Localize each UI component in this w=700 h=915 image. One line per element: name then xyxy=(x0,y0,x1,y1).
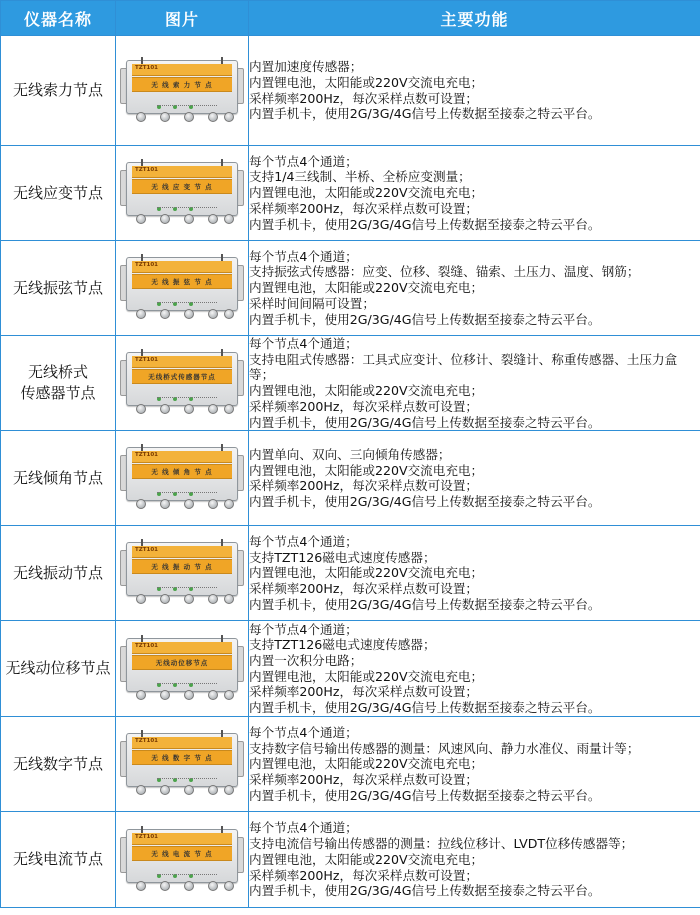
device-label: 无 线 索 力 节 点 xyxy=(151,80,213,89)
device-enclosure xyxy=(126,447,238,501)
function-line: 每个节点4个通道； xyxy=(249,153,358,169)
device-picture-cell xyxy=(116,146,249,241)
device-enclosure xyxy=(126,60,238,114)
connector-row xyxy=(130,785,234,797)
status-leds xyxy=(151,196,211,202)
device-picture-cell xyxy=(116,241,249,336)
header-main-function: 主要功能 xyxy=(249,1,700,36)
function-cell xyxy=(249,146,700,241)
instrument-name-cell xyxy=(1,146,116,241)
table-row xyxy=(1,146,700,241)
connector-icon xyxy=(208,594,218,604)
connector-icon xyxy=(208,404,218,414)
connector-icon xyxy=(208,690,218,700)
function-line: 内置锂电池，太阳能或220V交流电充电； xyxy=(249,280,484,296)
instrument-name-cell xyxy=(1,336,116,431)
instrument-name: 无线数字节点 xyxy=(12,754,103,773)
connector-icon xyxy=(224,690,234,700)
device-top-strip xyxy=(132,356,232,368)
function-cell xyxy=(249,431,700,526)
function-line: 采样频率200Hz，每次采样点数可设置； xyxy=(249,867,479,883)
function-line: 支持电阻式传感器：工具式应变计、位移计、裂缝计、称重传感器、土压力盒等； xyxy=(249,351,678,383)
status-leds xyxy=(151,767,211,773)
device-footer-line xyxy=(157,397,217,401)
device-top-strip xyxy=(132,737,232,749)
connector-icon xyxy=(160,214,170,224)
connector-icon xyxy=(136,404,146,414)
function-line: 内置单向、双向、三向倾角传感器； xyxy=(249,446,451,462)
function-line: 内置手机卡，使用2G/3G/4G信号上传数据至接泰之特云平台。 xyxy=(249,216,601,232)
status-leds xyxy=(151,481,211,487)
connector-icon xyxy=(224,594,234,604)
device-image xyxy=(120,731,244,797)
connector-row xyxy=(130,309,234,321)
connector-icon xyxy=(224,309,234,319)
function-line: 采样频率200Hz，每次采样点数可设置； xyxy=(249,478,479,494)
connector-icon xyxy=(208,881,218,891)
connector-icon xyxy=(160,309,170,319)
connector-icon xyxy=(224,499,234,509)
device-picture-cell xyxy=(116,812,249,908)
device-top-strip xyxy=(132,261,232,273)
device-footer-line xyxy=(157,105,217,109)
device-footer-line xyxy=(157,874,217,878)
status-leds xyxy=(151,291,211,297)
function-line: 内置手机卡，使用2G/3G/4G信号上传数据至接泰之特云平台。 xyxy=(249,414,601,430)
function-line: 内置手机卡，使用2G/3G/4G信号上传数据至接泰之特云平台。 xyxy=(249,883,601,899)
device-top-strip xyxy=(132,64,232,76)
function-line: 内置手机卡，使用2G/3G/4G信号上传数据至接泰之特云平台。 xyxy=(249,787,601,803)
device-enclosure xyxy=(126,542,238,596)
connector-row xyxy=(130,881,234,893)
table-row xyxy=(1,812,700,908)
function-line: 内置手机卡，使用2G/3G/4G信号上传数据至接泰之特云平台。 xyxy=(249,700,601,716)
table-row xyxy=(1,36,700,146)
device-enclosure xyxy=(126,733,238,787)
device-enclosure xyxy=(126,352,238,406)
connector-icon xyxy=(136,499,146,509)
device-picture-cell xyxy=(116,526,249,621)
device-model: TZT101 xyxy=(135,738,158,745)
connector-icon xyxy=(160,690,170,700)
table-row xyxy=(1,526,700,621)
device-model: TZT101 xyxy=(135,547,158,554)
device-picture-cell xyxy=(116,36,249,146)
connector-icon xyxy=(208,309,218,319)
connector-icon xyxy=(224,404,234,414)
device-enclosure xyxy=(126,829,238,883)
function-line: 支持电流信号输出传感器的测量：拉线位移计、LVDT位移传感器等； xyxy=(249,836,634,852)
device-image xyxy=(120,160,244,226)
function-line: 支持1/4三线制、半桥、全桥应变测量； xyxy=(249,169,471,185)
connector-row xyxy=(130,690,234,702)
instrument-name-cell xyxy=(1,241,116,336)
device-label-band xyxy=(132,655,232,670)
device-model: TZT101 xyxy=(135,167,158,173)
device-picture-cell xyxy=(116,431,249,526)
status-leds xyxy=(151,386,211,392)
connector-icon xyxy=(136,112,146,122)
header-picture: 图片 xyxy=(116,1,249,36)
device-top-strip xyxy=(132,833,232,845)
connector-icon xyxy=(224,785,234,795)
function-line: 内置手机卡，使用2G/3G/4G信号上传数据至接泰之特云平台。 xyxy=(249,106,601,122)
device-top-strip xyxy=(132,642,232,654)
function-cell xyxy=(249,717,700,812)
function-line: 每个节点4个通道； xyxy=(249,820,358,836)
device-top-strip xyxy=(132,166,232,178)
device-label-band xyxy=(132,77,232,92)
instrument-name-cell xyxy=(1,621,116,717)
function-line: 内置锂电池，太阳能或220V交流电充电； xyxy=(249,74,484,90)
connector-icon xyxy=(184,690,194,700)
connector-icon xyxy=(224,112,234,122)
connector-icon xyxy=(136,214,146,224)
device-label-band xyxy=(132,464,232,479)
connector-icon xyxy=(160,881,170,891)
table-row xyxy=(1,717,700,812)
connector-icon xyxy=(136,594,146,604)
device-model: TZT101 xyxy=(135,357,158,364)
status-leds xyxy=(151,94,211,100)
table-row xyxy=(1,431,700,526)
connector-icon xyxy=(184,404,194,414)
device-image xyxy=(120,636,244,702)
device-label-band xyxy=(132,750,232,765)
device-enclosure xyxy=(126,162,238,216)
function-line: 支持TZT126磁电式速度传感器； xyxy=(249,549,436,565)
header-row xyxy=(1,1,700,36)
connector-icon xyxy=(184,499,194,509)
device-model: TZT101 xyxy=(135,64,158,71)
status-leds xyxy=(151,672,211,678)
device-label: 无 线 应 变 节 点 xyxy=(151,183,213,191)
connector-icon xyxy=(160,112,170,122)
device-footer-line xyxy=(157,302,217,306)
function-line: 内置手机卡，使用2G/3G/4G信号上传数据至接泰之特云平台。 xyxy=(249,311,601,327)
device-footer-line xyxy=(157,778,217,782)
status-leds xyxy=(151,576,211,582)
function-line: 支持振弦式传感器：应变、位移、裂缝、锚索、土压力、温度、钢筋； xyxy=(249,264,640,280)
function-line: 采样频率200Hz，每次采样点数可设置； xyxy=(249,200,479,216)
function-line: 内置锂电池，太阳能或220V交流电充电； xyxy=(249,756,484,772)
connector-icon xyxy=(136,309,146,319)
device-label: 无 线 数 字 节 点 xyxy=(151,754,213,763)
function-line: 每个节点4个通道； xyxy=(249,621,358,637)
connector-row xyxy=(130,214,234,226)
instrument-name-cell xyxy=(1,812,116,908)
device-image xyxy=(120,540,244,606)
instrument-name: 无线动位移节点 xyxy=(5,659,111,678)
device-model: TZT101 xyxy=(135,452,158,459)
connector-icon xyxy=(224,881,234,891)
function-line: 每个节点4个通道； xyxy=(249,533,358,549)
connector-icon xyxy=(136,690,146,700)
instrument-name: 无线振弦节点 xyxy=(12,278,103,297)
function-cell xyxy=(249,36,700,146)
function-line: 内置手机卡，使用2G/3G/4G信号上传数据至接泰之特云平台。 xyxy=(249,596,601,612)
device-top-strip xyxy=(132,451,232,463)
table-row xyxy=(1,621,700,717)
table-row xyxy=(1,336,700,431)
device-image xyxy=(120,58,244,124)
device-label: 无线动位移节点 xyxy=(155,658,209,667)
device-footer-line xyxy=(157,587,217,591)
function-line: 采样频率200Hz，每次采样点数可设置； xyxy=(249,90,479,106)
connector-icon xyxy=(184,214,194,224)
device-label: 无 线 倾 角 节 点 xyxy=(151,468,213,477)
function-line: 采样频率200Hz，每次采样点数可设置； xyxy=(249,772,479,788)
function-line: 内置锂电池，太阳能或220V交流电充电； xyxy=(249,462,484,478)
status-leds xyxy=(151,863,211,869)
instrument-name-cell xyxy=(1,36,116,146)
device-label-band xyxy=(132,559,232,574)
device-model: TZT101 xyxy=(135,262,158,268)
device-model: TZT101 xyxy=(135,833,158,840)
connector-icon xyxy=(208,499,218,509)
function-line: 内置锂电池，太阳能或220V交流电充电； xyxy=(249,851,484,867)
connector-icon xyxy=(224,214,234,224)
connector-icon xyxy=(136,881,146,891)
device-image xyxy=(120,350,244,416)
instrument-name-cell xyxy=(1,526,116,621)
device-enclosure xyxy=(126,638,238,692)
device-label: 无 线 电 流 节 点 xyxy=(151,849,213,858)
device-label-band xyxy=(132,274,232,289)
function-cell xyxy=(249,336,700,431)
device-picture-cell xyxy=(116,621,249,717)
instrument-name: 无线倾角节点 xyxy=(12,468,103,487)
device-label-band xyxy=(132,179,232,194)
connector-icon xyxy=(184,594,194,604)
function-cell xyxy=(249,241,700,336)
function-line: 采样时间间隔可设置； xyxy=(249,295,375,311)
function-line: 内置锂电池，太阳能或220V交流电充电； xyxy=(249,383,484,399)
function-line: 采样频率200Hz，每次采样点数可设置； xyxy=(249,398,479,414)
connector-icon xyxy=(136,785,146,795)
device-label: 无 线 振 动 节 点 xyxy=(151,563,213,572)
function-line: 每个节点4个通道； xyxy=(249,248,358,264)
function-line: 采样频率200Hz，每次采样点数可设置； xyxy=(249,581,479,597)
function-cell xyxy=(249,526,700,621)
connector-icon xyxy=(160,785,170,795)
function-line: 支持TZT126磁电式速度传感器； xyxy=(249,637,436,653)
device-label-band xyxy=(132,846,232,861)
device-footer-line xyxy=(157,207,217,211)
connector-row xyxy=(130,112,234,124)
device-footer-line xyxy=(157,683,217,687)
instrument-name: 无线桥式 传感器节点 xyxy=(20,363,96,403)
device-picture-cell xyxy=(116,336,249,431)
device-label: 无线桥式传感器节点 xyxy=(148,373,216,382)
function-line: 内置锂电池，太阳能或220V交流电充电； xyxy=(249,668,484,684)
function-cell xyxy=(249,621,700,717)
instrument-name-cell xyxy=(1,717,116,812)
device-top-strip xyxy=(132,546,232,558)
table-row xyxy=(1,241,700,336)
function-line: 每个节点4个通道； xyxy=(249,336,358,351)
connector-row xyxy=(130,499,234,511)
connector-icon xyxy=(184,309,194,319)
connector-row xyxy=(130,404,234,416)
device-enclosure xyxy=(126,257,238,311)
connector-row xyxy=(130,594,234,606)
connector-icon xyxy=(208,785,218,795)
connector-icon xyxy=(184,881,194,891)
function-cell xyxy=(249,812,700,908)
connector-icon xyxy=(160,594,170,604)
device-model: TZT101 xyxy=(135,642,158,649)
device-label: 无 线 振 弦 节 点 xyxy=(151,278,213,286)
connector-icon xyxy=(208,214,218,224)
table-body xyxy=(1,36,700,908)
connector-icon xyxy=(184,785,194,795)
function-line: 内置锂电池，太阳能或220V交流电充电； xyxy=(249,185,484,201)
device-footer-line xyxy=(157,492,217,496)
header-instrument-name: 仪器名称 xyxy=(1,1,116,36)
function-line: 每个节点4个通道； xyxy=(249,724,358,740)
instrument-name-cell xyxy=(1,431,116,526)
function-line: 内置加速度传感器； xyxy=(249,59,363,75)
instrument-name: 无线振动节点 xyxy=(12,563,103,582)
instrument-name: 无线应变节点 xyxy=(12,183,103,202)
function-line: 采样频率200Hz，每次采样点数可设置； xyxy=(249,684,479,700)
connector-icon xyxy=(184,112,194,122)
instrument-name: 无线索力节点 xyxy=(12,81,103,99)
function-line: 内置锂电池，太阳能或220V交流电充电； xyxy=(249,565,484,581)
function-line: 内置一次积分电路； xyxy=(249,653,363,669)
instrument-name: 无线电流节点 xyxy=(12,850,103,869)
device-image xyxy=(120,827,244,893)
device-image xyxy=(120,445,244,511)
device-picture-cell xyxy=(116,717,249,812)
device-image xyxy=(120,255,244,321)
connector-icon xyxy=(160,404,170,414)
device-label-band xyxy=(132,369,232,384)
function-line: 内置手机卡，使用2G/3G/4G信号上传数据至接泰之特云平台。 xyxy=(249,493,601,509)
function-line: 支持数字信号输出传感器的测量：风速风向、静力水准仪、雨量计等； xyxy=(249,740,640,756)
connector-icon xyxy=(160,499,170,509)
connector-icon xyxy=(208,112,218,122)
